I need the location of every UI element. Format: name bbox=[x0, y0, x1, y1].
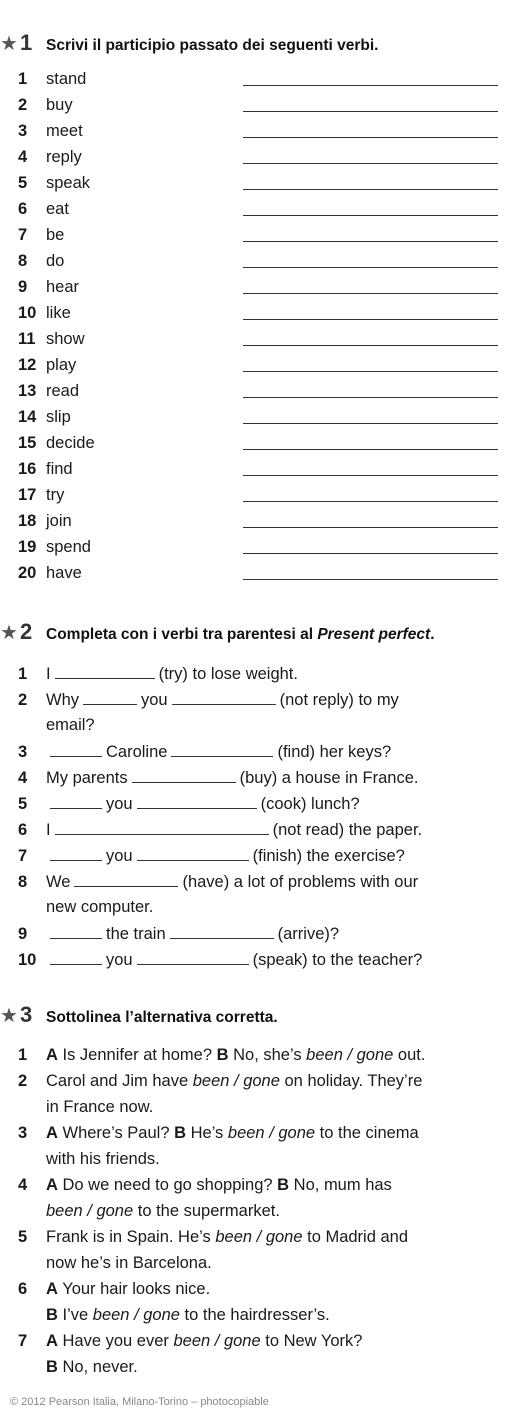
verb-label: have bbox=[46, 564, 82, 582]
answer-blank[interactable] bbox=[243, 319, 498, 320]
answer-blank[interactable] bbox=[243, 137, 498, 138]
list-item-continuation: B No, never. bbox=[46, 1358, 138, 1376]
exercise-3-header bbox=[0, 1002, 278, 1028]
answer-blank[interactable] bbox=[243, 449, 498, 450]
list-item: 7 you (finish) the exercise? bbox=[18, 847, 405, 865]
answer-blank[interactable] bbox=[132, 768, 236, 783]
been-gone-choice[interactable]: been / gone bbox=[227, 1124, 316, 1142]
verb-label: do bbox=[46, 252, 65, 270]
item-number: 8 bbox=[18, 252, 28, 270]
list-item: 6 A Your hair looks nice. bbox=[18, 1280, 211, 1298]
star-icon: ★ bbox=[0, 622, 18, 644]
answer-blank[interactable] bbox=[243, 85, 498, 86]
exercise-number: 2 bbox=[20, 619, 33, 644]
list-item-continuation: with his friends. bbox=[46, 1150, 160, 1168]
list-item bbox=[18, 564, 488, 583]
list-item bbox=[18, 304, 488, 323]
item-number: 1 bbox=[18, 70, 28, 88]
exercise-2-header bbox=[0, 619, 435, 645]
item-number: 15 bbox=[18, 434, 37, 452]
list-item-continuation: new computer. bbox=[46, 898, 154, 916]
item-number: 10 bbox=[18, 304, 37, 322]
list-item bbox=[18, 538, 488, 557]
answer-blank[interactable] bbox=[243, 423, 498, 424]
verb-label: like bbox=[46, 304, 71, 322]
verb-label: try bbox=[46, 486, 65, 504]
verb-label: show bbox=[46, 330, 85, 348]
list-item: 1 A Is Jennifer at home? B No, she’s been / gone out. bbox=[18, 1046, 426, 1064]
item-number: 14 bbox=[18, 408, 37, 426]
exercise-number: 3 bbox=[20, 1002, 33, 1027]
been-gone-choice[interactable]: been / gone bbox=[192, 1072, 280, 1090]
item-number: 11 bbox=[18, 330, 36, 348]
verb-label: join bbox=[46, 512, 72, 530]
list-item: 6 I (not read) the paper. bbox=[18, 821, 423, 839]
list-item: 2 Why you (not reply) to my bbox=[18, 691, 399, 709]
list-item bbox=[18, 174, 488, 193]
list-item: 3 Caroline (find) her keys? bbox=[18, 743, 392, 761]
copyright-footer: © 2012 Pearson Italia, Milano-Torino – photocopiable bbox=[10, 1396, 269, 1408]
verb-label: play bbox=[46, 356, 77, 374]
answer-blank[interactable] bbox=[243, 345, 498, 346]
answer-blank[interactable] bbox=[171, 742, 273, 757]
verb-label: slip bbox=[46, 408, 71, 426]
list-item: 5 Frank is in Spain. He’s been / gone to Madrid and bbox=[18, 1228, 409, 1246]
answer-blank[interactable] bbox=[243, 527, 498, 528]
list-item bbox=[18, 486, 488, 505]
list-item bbox=[18, 122, 488, 141]
verb-label: decide bbox=[46, 434, 95, 452]
been-gone-choice[interactable]: been / gone bbox=[173, 1332, 261, 1350]
verb-label: read bbox=[46, 382, 80, 400]
exercise-number: 1 bbox=[20, 30, 33, 55]
been-gone-choice[interactable]: been / gone bbox=[92, 1306, 180, 1324]
list-item: 4 My parents (buy) a house in France. bbox=[18, 769, 419, 787]
answer-blank[interactable] bbox=[243, 111, 498, 112]
item-number: 7 bbox=[18, 226, 28, 244]
list-item: 8 We (have) a lot of problems with our bbox=[18, 873, 419, 891]
verb-label: speak bbox=[46, 174, 91, 192]
verb-label: eat bbox=[46, 200, 69, 218]
answer-blank[interactable] bbox=[243, 189, 498, 190]
answer-blank[interactable] bbox=[170, 924, 274, 939]
item-number: 13 bbox=[18, 382, 37, 400]
been-gone-choice[interactable]: been / gone bbox=[306, 1046, 394, 1064]
verb-label: meet bbox=[46, 122, 83, 140]
exercise-title: Sottolinea l’alternativa corretta. bbox=[46, 1009, 278, 1026]
item-number: 17 bbox=[18, 486, 37, 504]
list-item bbox=[18, 148, 488, 167]
answer-blank[interactable] bbox=[50, 924, 102, 939]
list-item-continuation: now he’s in Barcelona. bbox=[46, 1254, 212, 1272]
list-item-continuation: B I’ve been / gone to the hairdresser’s. bbox=[46, 1306, 330, 1324]
list-item: 10 you (speak) to the teacher? bbox=[18, 951, 423, 969]
answer-blank[interactable] bbox=[243, 241, 498, 242]
exercise-1-header bbox=[0, 30, 379, 56]
answer-blank[interactable] bbox=[243, 293, 498, 294]
answer-blank[interactable] bbox=[50, 794, 102, 809]
star-icon: ★ bbox=[0, 1005, 18, 1027]
item-number: 18 bbox=[18, 512, 37, 530]
item-number: 4 bbox=[18, 148, 28, 166]
answer-blank[interactable] bbox=[55, 664, 155, 679]
answer-blank[interactable] bbox=[243, 501, 498, 502]
verb-label: hear bbox=[46, 278, 80, 296]
been-gone-choice[interactable]: been / gone bbox=[46, 1202, 134, 1220]
item-number: 20 bbox=[18, 564, 37, 582]
answer-blank[interactable] bbox=[137, 794, 257, 809]
answer-blank[interactable] bbox=[243, 163, 498, 164]
list-item bbox=[18, 70, 488, 89]
answer-blank[interactable] bbox=[137, 950, 249, 965]
answer-blank[interactable] bbox=[243, 371, 498, 372]
list-item bbox=[18, 200, 488, 219]
answer-blank[interactable] bbox=[50, 846, 102, 861]
answer-blank[interactable] bbox=[50, 742, 102, 757]
answer-blank[interactable] bbox=[50, 950, 102, 965]
list-item bbox=[18, 382, 488, 401]
list-item: 9 the train (arrive)? bbox=[18, 925, 340, 943]
answer-blank[interactable] bbox=[243, 579, 498, 580]
star-icon: ★ bbox=[0, 33, 18, 55]
verb-label: buy bbox=[46, 96, 73, 114]
verb-label: stand bbox=[46, 70, 87, 88]
list-item bbox=[18, 356, 488, 375]
list-item bbox=[18, 434, 488, 453]
verb-label: spend bbox=[46, 538, 91, 556]
list-item-continuation: been / gone to the supermarket. bbox=[46, 1202, 280, 1220]
list-item bbox=[18, 512, 488, 531]
answer-blank[interactable] bbox=[243, 215, 498, 216]
answer-blank[interactable] bbox=[243, 267, 498, 268]
list-item bbox=[18, 96, 488, 115]
item-number: 12 bbox=[18, 356, 37, 374]
list-item bbox=[18, 330, 488, 349]
item-number: 16 bbox=[18, 460, 37, 478]
answer-blank[interactable] bbox=[83, 690, 137, 705]
list-item bbox=[18, 460, 488, 479]
item-number: 9 bbox=[18, 278, 28, 296]
list-item: 4 A Do we need to go shopping? B No, mum has bbox=[18, 1176, 392, 1194]
list-item bbox=[18, 226, 488, 245]
verb-label: reply bbox=[46, 148, 82, 166]
answer-blank[interactable] bbox=[74, 872, 178, 887]
answer-blank[interactable] bbox=[243, 475, 498, 476]
exercise-title: Scrivi il participio passato dei seguenti verbi. bbox=[46, 37, 379, 54]
list-item: 2 Carol and Jim have been / gone on holiday. They’re bbox=[18, 1072, 423, 1090]
list-item bbox=[18, 252, 488, 271]
verb-label: be bbox=[46, 226, 65, 244]
been-gone-choice[interactable]: been / gone bbox=[215, 1228, 303, 1246]
list-item-continuation: email? bbox=[46, 716, 95, 734]
item-number: 6 bbox=[18, 200, 28, 218]
list-item: 5 you (cook) lunch? bbox=[18, 795, 360, 813]
list-item: 1 I (try) to lose weight. bbox=[18, 665, 298, 683]
list-item bbox=[18, 408, 488, 427]
exercise-title: Completa con i verbi tra parentesi al Present perfect. bbox=[46, 626, 435, 643]
list-item: 7 A Have you ever been / gone to New York? bbox=[18, 1332, 363, 1350]
item-number: 5 bbox=[18, 174, 28, 192]
list-item bbox=[18, 278, 488, 297]
list-item-continuation: in France now. bbox=[46, 1098, 154, 1116]
answer-blank[interactable] bbox=[172, 690, 276, 705]
item-number: 2 bbox=[18, 96, 28, 114]
list-item: 3 A Where’s Paul? B He’s been / gone to the cinema bbox=[18, 1124, 419, 1142]
answer-blank[interactable] bbox=[243, 553, 498, 554]
item-number: 19 bbox=[18, 538, 37, 556]
answer-blank[interactable] bbox=[137, 846, 249, 861]
answer-blank[interactable] bbox=[55, 820, 269, 835]
verb-label: find bbox=[46, 460, 73, 478]
answer-blank[interactable] bbox=[243, 397, 498, 398]
item-number: 3 bbox=[18, 122, 28, 140]
